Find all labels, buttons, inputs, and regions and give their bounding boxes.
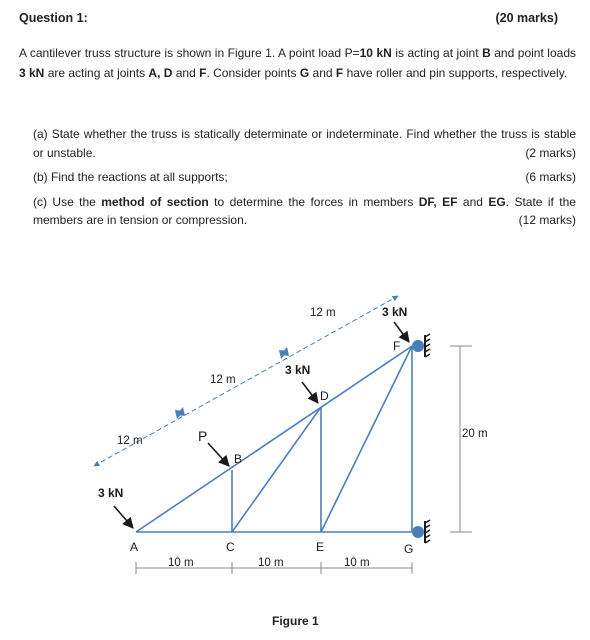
- member-ef: [321, 346, 412, 532]
- member-cd: [232, 407, 321, 532]
- intro-joint-b: B: [482, 46, 491, 60]
- load-arrow-b: [208, 443, 229, 466]
- part-c-text: (c) Use the: [33, 194, 102, 209]
- part-c-member-eg: EG: [488, 194, 506, 209]
- joint-label-g: G: [404, 542, 414, 556]
- intro-joint-f2: F: [335, 66, 344, 80]
- dim-label-height: 20 m: [462, 428, 488, 440]
- intro-text: A cantilever truss structure is shown in Figure 1. A point load P=: [19, 46, 360, 60]
- intro-text: and point loads: [490, 46, 576, 60]
- dim-label-bottom-3: 10 m: [344, 557, 370, 569]
- figure-caption: Figure 1: [272, 614, 319, 628]
- intro-text: . Consider points: [206, 66, 300, 80]
- load-arrow-a: [114, 506, 133, 528]
- dim-label-bottom-2: 10 m: [258, 557, 284, 569]
- dim-label-bottom-1: 10 m: [168, 557, 194, 569]
- part-a-marks: (2 marks): [525, 145, 576, 160]
- part-c-text: and: [457, 194, 489, 209]
- part-c-text: to determine the forces in members: [208, 194, 419, 209]
- part-b-text: (b) Find the reactions at all supports;: [33, 170, 228, 184]
- intro-text: is acting at joint: [391, 46, 483, 60]
- load-label-f: 3 kN: [382, 305, 408, 319]
- roller-support-g: [412, 520, 430, 543]
- intro-joint-g: G: [299, 66, 310, 80]
- total-marks: (20 marks): [495, 11, 558, 25]
- dim-label-top-3: 12 m: [310, 307, 336, 319]
- joint-label-e: E: [316, 540, 325, 554]
- dim-label-top-2: 12 m: [210, 374, 236, 386]
- joint-label-b: B: [234, 452, 243, 466]
- load-label-p: P: [198, 428, 208, 444]
- intro-load-3kn: 3 kN: [19, 66, 45, 80]
- intro-joints-ad: A, D: [148, 66, 173, 80]
- question-label: Question 1:: [19, 11, 88, 25]
- part-c-members: DF, EF: [418, 194, 458, 209]
- intro-load-p: 10 kN: [359, 46, 392, 60]
- part-b-marks: (6 marks): [525, 170, 576, 184]
- dim-label-top-1: 12 m: [117, 435, 143, 447]
- part-a-line2: or unstable.: [33, 145, 96, 160]
- joint-label-f: F: [393, 339, 401, 353]
- load-arrow-d: [302, 382, 318, 403]
- joint-label-c: C: [226, 540, 235, 554]
- intro-text: and: [172, 66, 200, 80]
- intro-text: and: [309, 66, 336, 80]
- member-af: [136, 346, 412, 532]
- load-label-a: 3 kN: [98, 486, 124, 500]
- truss-members: [136, 346, 412, 532]
- part-c-method: method of section: [101, 194, 209, 209]
- joint-label-d: D: [320, 389, 329, 403]
- load-label-d: 3 kN: [285, 363, 311, 377]
- part-c-line2: members are in tension or compression.: [33, 213, 248, 227]
- intro-joint-f: F: [199, 66, 207, 80]
- part-a-line1: (a) State whether the truss is statically determinate or indeterminate. Find whether the truss is stable: [33, 127, 576, 141]
- intro-text: are acting at joints: [44, 66, 149, 80]
- intro-text: have roller and pin supports, respectively.: [343, 66, 568, 80]
- part-c-text: . State if the: [505, 194, 576, 209]
- pin-support-f: [412, 334, 430, 357]
- joint-label-a: A: [130, 540, 139, 554]
- part-c-marks: (12 marks): [518, 213, 576, 227]
